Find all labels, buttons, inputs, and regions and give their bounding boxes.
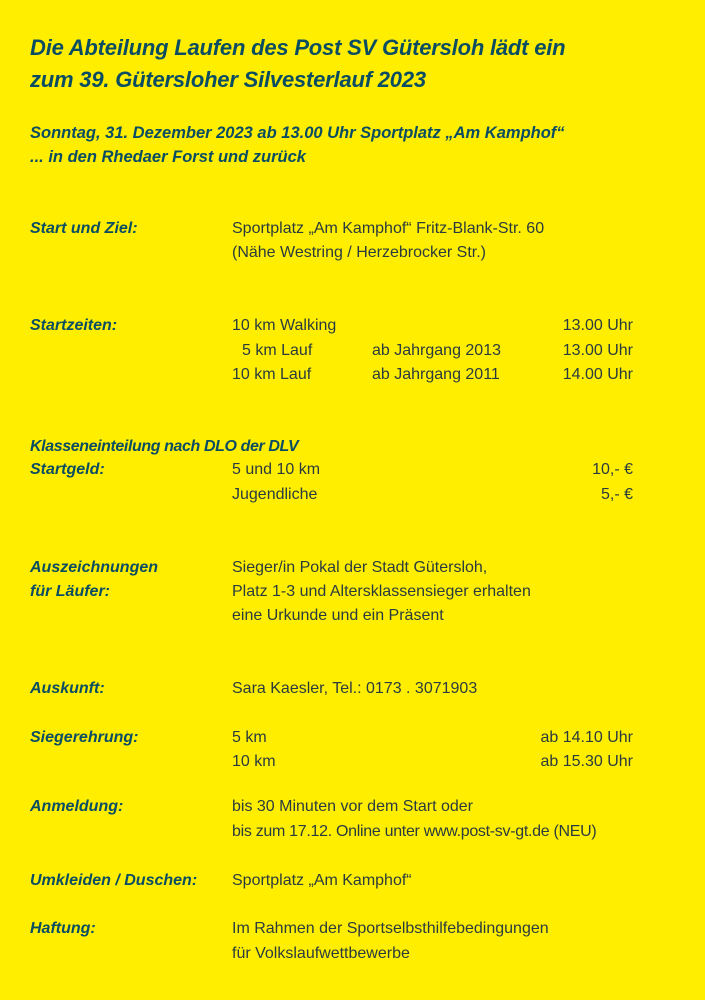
start-ziel-label: Start und Ziel:: [30, 220, 138, 237]
auszeichnungen-line-1: Sieger/in Pokal der Stadt Gütersloh,: [232, 559, 488, 576]
auszeichnungen-label-2: für Läufer:: [30, 583, 110, 600]
haftung-line-2: für Volkslaufwettbewerbe: [232, 945, 410, 962]
startzeit-jahrgang: ab Jahrgang 2013: [372, 342, 501, 359]
startzeit-jahrgang: ab Jahrgang 2011: [372, 366, 500, 383]
siegerehrung-distance: 10 km: [232, 753, 276, 770]
startgeld-price: 10,- €: [592, 461, 633, 478]
auszeichnungen-line-2: Platz 1-3 und Altersklassensieger erhalten: [232, 583, 531, 600]
startzeit-time: 13.00 Uhr: [562, 317, 633, 334]
haftung-label: Haftung:: [30, 920, 96, 937]
startzeiten-label: Startzeiten:: [30, 317, 118, 334]
subheading-line-2: ... in den Rhedaer Forst und zurück: [30, 148, 306, 166]
auszeichnungen-label: Auszeichnungen: [30, 559, 159, 576]
startzeit-distance: 10 km Walking: [232, 317, 337, 334]
startzeit-time: 14.00 Uhr: [562, 366, 633, 383]
haftung-line-1: Im Rahmen der Sportselbsthilfebedingungen: [232, 920, 549, 937]
startgeld-name: Jugendliche: [232, 486, 318, 503]
startzeit-time: 13.00 Uhr: [562, 342, 633, 359]
anmeldung-line-1: bis 30 Minuten vor dem Start oder: [232, 798, 474, 815]
startgeld-price: 5,- €: [600, 486, 633, 503]
startzeit-distance: 5 km Lauf: [242, 342, 313, 359]
auskunft-text: Sara Kaesler, Tel.: 0173 . 3071903: [232, 680, 478, 697]
auszeichnungen-line-3: eine Urkunde und ein Präsent: [232, 607, 444, 624]
start-ziel-line-1: Sportplatz „Am Kamphof“ Fritz-Blank-Str. 60: [232, 220, 545, 237]
anmeldung-line-2: bis zum 17.12. Online unter www.post-sv-gt.de (NEU): [232, 823, 597, 840]
auskunft-label: Auskunft:: [30, 680, 105, 697]
heading-line-2: zum 39. Gütersloher Silvesterlauf 2023: [30, 67, 426, 92]
anmeldung-label: Anmeldung:: [30, 798, 124, 815]
siegerehrung-label: Siegerehrung:: [30, 729, 139, 746]
startgeld-name: 5 und 10 km: [232, 461, 321, 478]
startgeld-label: Startgeld:: [30, 461, 105, 478]
klasseneinteilung-label: Klasseneinteilung nach DLO der DLV: [30, 438, 299, 455]
subheading-line-1: Sonntag, 31. Dezember 2023 ab 13.00 Uhr Sportplatz „Am Kamphof“: [30, 124, 565, 142]
siegerehrung-time: ab 14.10 Uhr: [540, 729, 633, 746]
siegerehrung-time: ab 15.30 Uhr: [540, 753, 633, 770]
start-ziel-line-2: (Nähe Westring / Herzebrocker Str.): [232, 244, 487, 261]
heading-line-1: Die Abteilung Laufen des Post SV Gütersloh lädt ein: [30, 35, 566, 60]
umkleiden-label: Umkleiden / Duschen:: [30, 872, 198, 889]
startzeit-distance: 10 km Lauf: [232, 366, 312, 383]
umkleiden-text: Sportplatz „Am Kamphof“: [232, 872, 412, 889]
siegerehrung-distance: 5 km: [232, 729, 267, 746]
